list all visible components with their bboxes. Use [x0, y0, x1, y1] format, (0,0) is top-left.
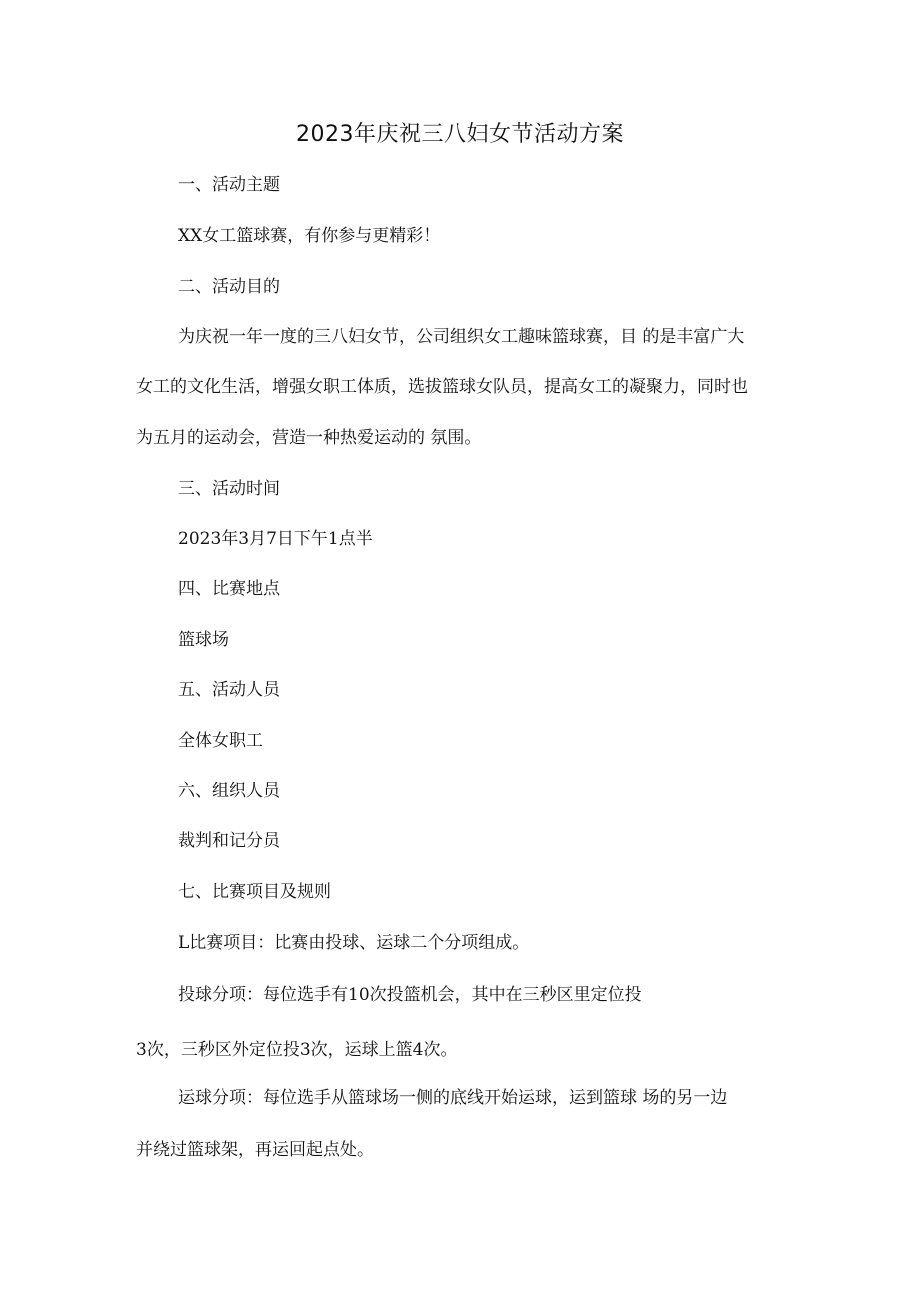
paragraph-theme: XX女工篮球赛，有你参与更精彩！ [178, 226, 441, 246]
heading-activity-purpose: 二、活动目的 [178, 277, 280, 297]
paragraph-purpose-line-3: 为五月的运动会，营造一种热爱运动的 氛围。 [136, 428, 482, 448]
heading-participants: 五、活动人员 [178, 680, 280, 700]
heading-events-rules: 七、比赛项目及规则 [178, 882, 331, 902]
paragraph-events: L比赛项目：比赛由投球、运球二个分项组成。 [178, 933, 530, 953]
paragraph-shooting-line-1: 投球分项：每位选手有10次投篮机会，其中在三秒区里定位投 [178, 985, 642, 1005]
paragraph-participants: 全体女职工 [178, 731, 263, 751]
paragraph-dribbling-line-1: 运球分项：每位选手从篮球场一侧的底线开始运球，运到篮球 场的另一边 [178, 1088, 728, 1108]
heading-organizers: 六、组织人员 [178, 781, 280, 801]
paragraph-venue: 篮球场 [178, 630, 229, 650]
paragraph-dribbling-line-2: 并绕过篮球架，再运回起点处。 [136, 1140, 374, 1160]
heading-venue: 四、比赛地点 [178, 579, 280, 599]
paragraph-purpose-line-1: 为庆祝一年一度的三八妇女节，公司组织女工趣味篮球赛，目 的是丰富广大 [178, 327, 745, 347]
paragraph-purpose-line-2: 女工的文化生活，增强女职工体质，选拔篮球女队员，提高女工的凝聚力，同时也 [136, 377, 748, 397]
paragraph-organizers: 裁判和记分员 [178, 831, 280, 851]
paragraph-shooting-line-2: 3次，三秒区外定位投3次，运球上篮4次。 [136, 1040, 458, 1060]
heading-activity-theme: 一、活动主题 [178, 175, 280, 195]
paragraph-time: 2023年3月7日下午1点半 [178, 529, 373, 549]
document-title: 2023年庆祝三八妇女节活动方案 [296, 122, 624, 147]
heading-activity-time: 三、活动时间 [178, 479, 280, 499]
